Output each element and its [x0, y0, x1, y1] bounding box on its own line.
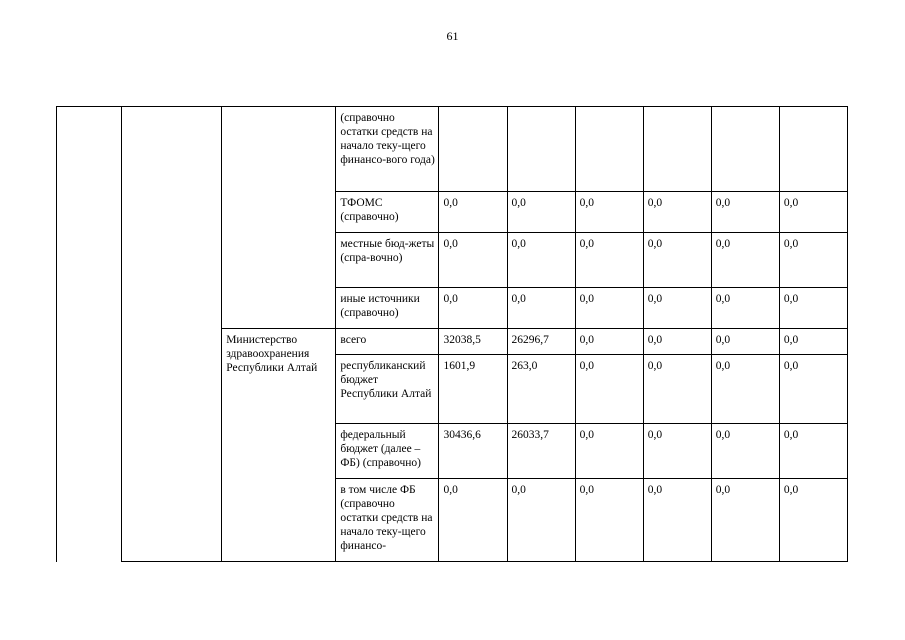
- value-cell: [643, 107, 711, 192]
- value-cell: 0,0: [711, 329, 779, 355]
- value-cell: 0,0: [507, 288, 575, 329]
- value-cell: 0,0: [439, 288, 507, 329]
- value-cell: [711, 107, 779, 192]
- value-cell: 0,0: [507, 233, 575, 288]
- value-cell: 0,0: [575, 329, 643, 355]
- value-cell: 0,0: [575, 288, 643, 329]
- value-cell: 0,0: [711, 233, 779, 288]
- table-row: [57, 107, 848, 192]
- value-cell: [439, 107, 507, 192]
- value-cell: 1601,9: [439, 355, 507, 424]
- org-cell: Министерство здравоохранения Республики Алтай: [222, 329, 336, 562]
- value-cell: 26296,7: [507, 329, 575, 355]
- value-cell: 0,0: [643, 192, 711, 233]
- value-cell: 0,0: [507, 479, 575, 562]
- org-cell: [222, 107, 336, 329]
- source-cell: всего: [336, 329, 439, 355]
- source-cell: (справочно остатки средств на начало теку-щего финансо-вого года): [336, 107, 439, 192]
- value-cell: 0,0: [575, 424, 643, 479]
- value-cell: 0,0: [643, 479, 711, 562]
- value-cell: [507, 107, 575, 192]
- source-cell: федеральный бюджет (далее – ФБ) (справочно): [336, 424, 439, 479]
- value-cell: 26033,7: [507, 424, 575, 479]
- value-cell: 0,0: [711, 355, 779, 424]
- value-cell: 0,0: [575, 479, 643, 562]
- value-cell: 0,0: [779, 329, 847, 355]
- value-cell: 0,0: [643, 233, 711, 288]
- value-cell: 0,0: [643, 288, 711, 329]
- source-cell: местные бюд-жеты (спра-вочно): [336, 233, 439, 288]
- value-cell: 0,0: [711, 192, 779, 233]
- value-cell: 0,0: [711, 288, 779, 329]
- budget-table: [56, 106, 848, 562]
- value-cell: 0,0: [643, 329, 711, 355]
- value-cell: [779, 107, 847, 192]
- value-cell: 0,0: [779, 479, 847, 562]
- value-cell: 0,0: [779, 355, 847, 424]
- value-cell: [575, 107, 643, 192]
- value-cell: 32038,5: [439, 329, 507, 355]
- value-cell: 0,0: [779, 233, 847, 288]
- value-cell: 0,0: [439, 233, 507, 288]
- value-cell: 30436,6: [439, 424, 507, 479]
- value-cell: 0,0: [779, 424, 847, 479]
- source-cell: в том числе ФБ (справочно остатки средств на начало теку-щего финансо-: [336, 479, 439, 562]
- value-cell: 0,0: [779, 288, 847, 329]
- name-cell: [122, 107, 222, 562]
- value-cell: 0,0: [779, 192, 847, 233]
- value-cell: 0,0: [711, 479, 779, 562]
- value-cell: 0,0: [711, 424, 779, 479]
- source-cell: иные источники (справочно): [336, 288, 439, 329]
- value-cell: 0,0: [439, 479, 507, 562]
- value-cell: 0,0: [643, 355, 711, 424]
- page-number: 61: [446, 29, 459, 43]
- source-cell: ТФОМС (справочно): [336, 192, 439, 233]
- value-cell: 0,0: [575, 192, 643, 233]
- value-cell: 0,0: [507, 192, 575, 233]
- value-cell: 263,0: [507, 355, 575, 424]
- source-cell: республиканский бюджет Республики Алтай: [336, 355, 439, 424]
- value-cell: 0,0: [575, 233, 643, 288]
- value-cell: 0,0: [643, 424, 711, 479]
- number-cell: [57, 107, 122, 562]
- value-cell: 0,0: [575, 355, 643, 424]
- value-cell: 0,0: [439, 192, 507, 233]
